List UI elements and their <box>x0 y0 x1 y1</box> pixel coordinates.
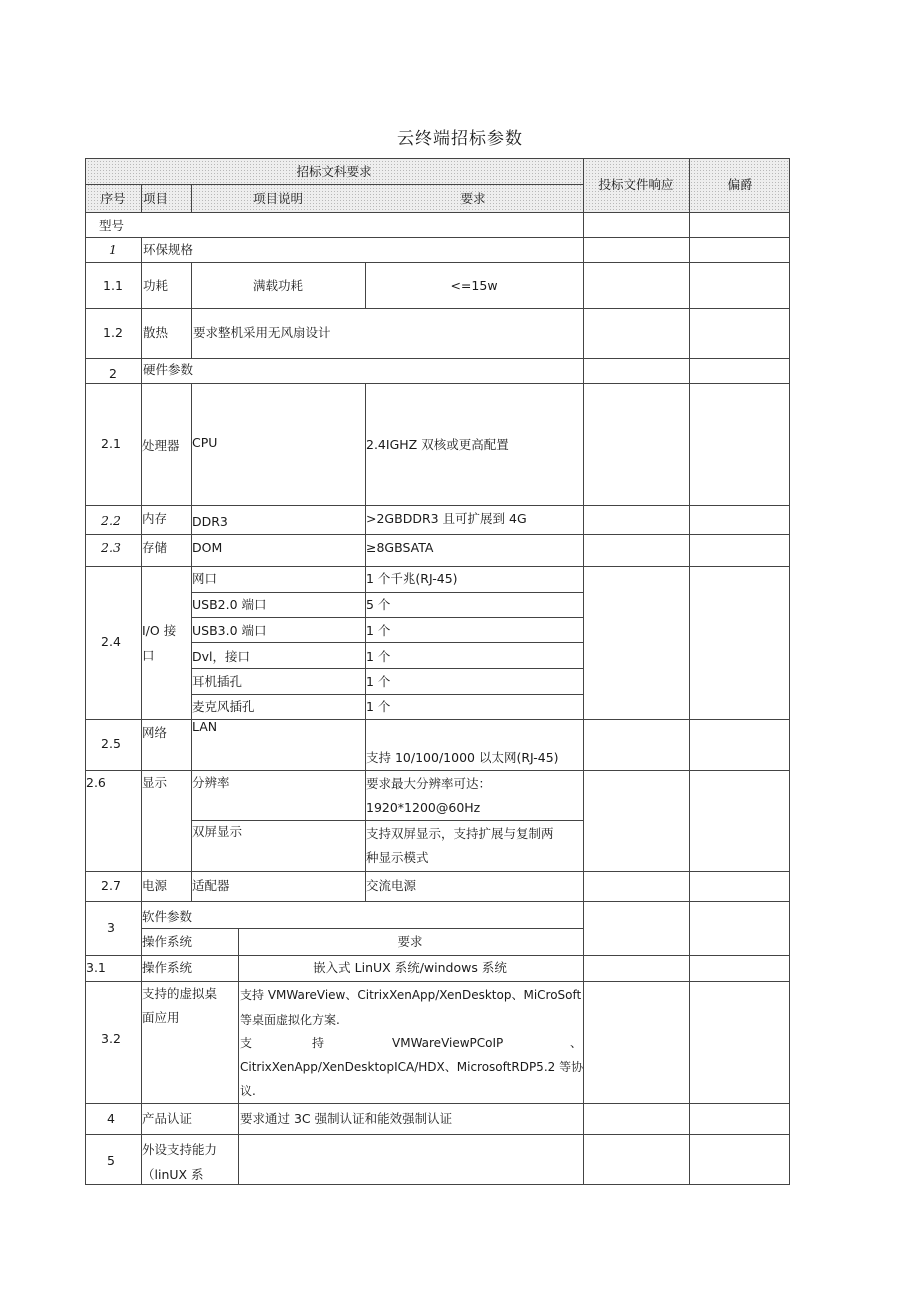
row-4-item: 产品认证 <box>142 1111 193 1126</box>
row-2-6-no: 2.6 <box>86 775 106 790</box>
row-2-4-no: 2.4 <box>101 634 121 649</box>
io-row-3-req: 1 个 <box>366 623 391 638</box>
row-2-5-req: 支持 10/100/1000 以太网(RJ-45) <box>366 750 559 765</box>
page-title: 云终端招标参数 <box>397 129 523 149</box>
io-row-6-req: 1 个 <box>366 699 391 714</box>
row-3-2-req-line3b: 持 <box>312 1036 325 1050</box>
row-2-2-req: >2GBDDR3 且可扩展到 4G <box>366 511 527 526</box>
section-1-name: 环保规格 <box>143 242 194 257</box>
table-grid <box>85 158 790 1185</box>
row-2-3-no: 2.3 <box>101 540 121 555</box>
row-2-2-no: 2.2 <box>101 513 121 528</box>
row-3-2-req-line3c: VMWareViewPCoIP <box>392 1036 504 1050</box>
row-1-2-no: 1.2 <box>103 325 123 340</box>
row-2-6-req2-line1: 支持双屏显示，支持扩展与复制两 <box>366 826 554 841</box>
row-2-7-req: 交流电源 <box>366 878 417 893</box>
row-1-1-desc: 满载功耗 <box>252 278 304 293</box>
section-2-no: 2 <box>109 366 117 381</box>
row-5-no: 5 <box>107 1153 115 1168</box>
header-no: 序号 <box>100 191 126 206</box>
row-3-2-req-line1: 支持 VMWareView、CitrixXenApp/XenDesktop、MiCroSoft <box>240 988 582 1002</box>
row-1-1-req: <=15w <box>450 278 498 293</box>
row-3-2-req-line5: 议. <box>240 1084 256 1098</box>
row-2-3-req: ≥8GBSATA <box>366 540 434 555</box>
row-2-2-desc: DDR3 <box>192 514 228 529</box>
io-row-4-req: 1 个 <box>366 649 391 664</box>
row-4-req: 要求通过 3C 强制认证和能效强制认证 <box>240 1111 453 1126</box>
section-3-subheader-item: 操作系统 <box>142 934 193 949</box>
row-2-3-item: 存储 <box>142 540 168 555</box>
row-2-7-item: 电源 <box>142 878 168 893</box>
row-3-2-item-line2: 面应用 <box>142 1010 180 1025</box>
row-2-5-item: 网络 <box>142 725 168 740</box>
row-3-2-req-line2: 等桌面虚拟化方案. <box>240 1013 340 1027</box>
row-5-item-line1: 外设支持能力 <box>142 1142 218 1157</box>
header-req: 要求 <box>460 191 486 206</box>
header-group: 招标文科要求 <box>296 164 372 179</box>
header-item: 项目 <box>143 191 169 206</box>
row-1-2-desc: 要求整机采用无风扇设计 <box>193 325 331 340</box>
io-row-2-desc: USB2.0 端口 <box>192 597 267 612</box>
row-2-6-req1-line2: 1920*1200@60Hz <box>366 800 481 815</box>
row-2-1-req: 2.4IGHZ 双核或更高配置 <box>366 437 509 452</box>
model-row-label: 型号 <box>99 218 125 233</box>
row-2-3-desc: DOM <box>192 540 223 555</box>
row-3-2-req-line3a: 支 <box>240 1036 253 1050</box>
row-3-2-req-line4: CitrixXenApp/XenDesktopICA/HDX、MicrosoftRDP5.2 等协 <box>240 1060 584 1074</box>
row-2-7-desc: 适配器 <box>192 878 230 893</box>
io-row-1-desc: 网口 <box>192 571 218 586</box>
row-5-item-line2: （linUX 系 <box>142 1167 204 1182</box>
io-row-5-desc: 耳机插孔 <box>192 674 243 689</box>
row-1-1-no: 1.1 <box>103 278 123 293</box>
io-row-3-desc: USB3.0 端口 <box>192 623 267 638</box>
section-1-no: 1 <box>109 242 117 257</box>
io-row-1-req: 1 个千兆(RJ-45) <box>366 571 458 586</box>
row-2-6-req2-line2: 种显示模式 <box>366 850 429 865</box>
row-2-7-no: 2.7 <box>101 878 121 893</box>
row-3-1-no: 3.1 <box>86 960 106 975</box>
header-desc: 项目说明 <box>252 191 304 206</box>
row-2-6-desc2: 双屏显示 <box>192 824 243 839</box>
header-deviation: 偏爵 <box>727 177 753 192</box>
row-2-1-item: 处理器 <box>142 438 180 453</box>
row-2-5-no: 2.5 <box>101 736 121 751</box>
row-2-4-item-line1: I/O 接 <box>142 623 177 638</box>
row-1-2-item: 散热 <box>143 325 169 340</box>
section-3-no: 3 <box>107 920 115 935</box>
row-2-4-item-line2: 口 <box>142 648 155 663</box>
row-2-6-desc1: 分辨率 <box>192 775 230 790</box>
row-3-1-item: 操作系统 <box>142 960 193 975</box>
section-3-name: 软件参数 <box>142 909 193 924</box>
row-2-6-item: 显示 <box>142 775 168 790</box>
row-1-1-item: 功耗 <box>143 278 169 293</box>
io-row-5-req: 1 个 <box>366 674 391 689</box>
row-2-1-no: 2.1 <box>101 436 121 451</box>
row-4-no: 4 <box>107 1111 115 1126</box>
io-row-4-desc: Dvl，接口 <box>192 649 250 664</box>
row-2-2-item: 内存 <box>142 511 168 526</box>
row-3-2-req-line3d: 、 <box>570 1036 583 1050</box>
bid-parameter-table <box>85 158 790 1185</box>
section-3-subheader-req: 要求 <box>397 934 423 949</box>
section-2-name: 硬件参数 <box>143 362 194 377</box>
row-2-1-desc: CPU <box>192 435 218 450</box>
io-row-2-req: 5 个 <box>366 597 391 612</box>
io-row-6-desc: 麦克风插孔 <box>192 699 255 714</box>
row-3-2-item-line1: 支持的虚拟桌 <box>142 986 218 1001</box>
row-2-5-desc: LAN <box>192 719 218 734</box>
row-3-2-no: 3.2 <box>101 1031 121 1046</box>
row-3-1-req: 嵌入式 LinUX 系统/windows 系统 <box>313 960 507 975</box>
header-response: 投标文件响应 <box>598 177 674 192</box>
row-2-6-req1-line1: 要求最大分辨率可达： <box>366 776 492 791</box>
